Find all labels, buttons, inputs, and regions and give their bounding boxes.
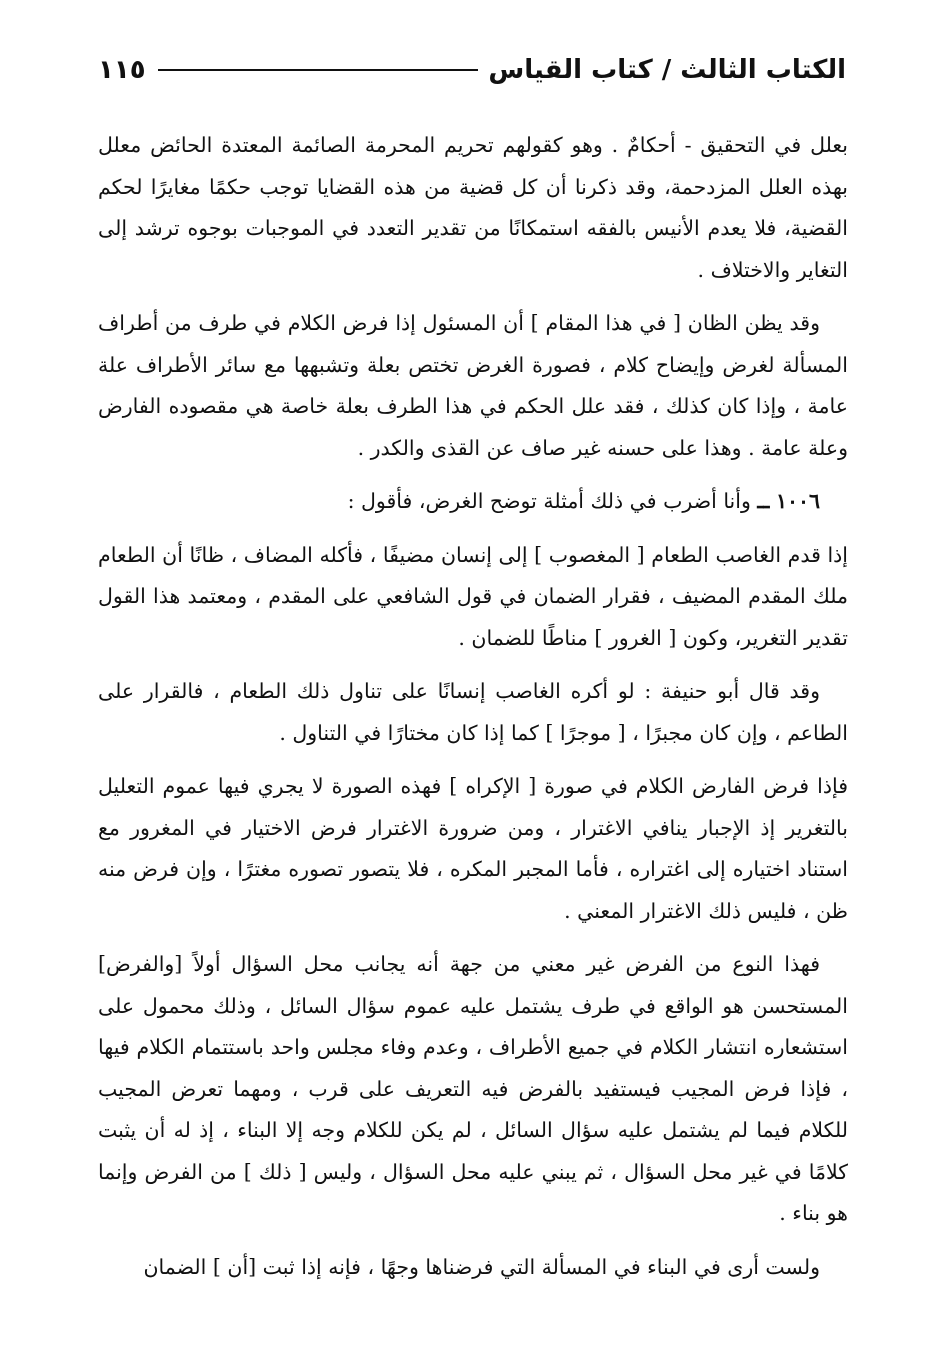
paragraph: فهذا النوع من الفرض غير معني من جهة أنه يجانب محل السؤال أولاً [والفرض] المستحسن هو الواقع في طرف يشتمل عليه عموم سؤال السائل ، وذلك محمول على استشعاره انتشار الكلام في جميع الأطراف ، وعدم وفاء مجلس واحد باستتمام الكلام فيها ، فإذا فرض المجيب فيستفيد بالفرض فيه التعريف على قرب ، ومهما تعرض المجيب للكلام فيما لم يشتمل عليه سؤال السائل ، لم يكن للكلام وجه إلا البناء ، إذ له أن يثبت كلامًا في غير محل السؤال ، ثم يبني عليه محل السؤال ، وليس [ ذلك ] من الفرض وإنما هو بناء .: [98, 952, 848, 1225]
paragraph: ولست أرى في البناء في المسألة التي فرضناها وجهًا ، فإنه إذا ثبت [أن ] الضمان: [143, 1254, 820, 1279]
header-rule: [158, 69, 479, 71]
page-header: [98, 48, 846, 92]
paragraph: بعلل في التحقيق - أحكامٌ . وهو كقولهم تحريم المحرمة الصائمة المعتدة الحائض معلل بهذه العلل المزدحمة، وقد ذكرنا أن كل قضية من هذه القضايا توجب حكمًا مغايرًا لحكم القضية، فلا يعدم الأنيس بالفقه استمكانًا من تقدير التعدد في الموجبات بوجوه ترشد إلى التغاير والاختلاف .: [98, 133, 848, 282]
paragraph: إذا قدم الغاصب الطعام [ المغصوب ] إلى إنسان مضيفًا ، فأكله المضاف ، ظانًا أن الطعام ملك المقدم المضيف ، فقرار الضمان في قول الشافعي على المقدم ، ومعتمد هذا القول تقدير التغرير، وكون [ الغرور ] مناطًا للضمان .: [98, 542, 848, 650]
page-body: [98, 125, 848, 1300]
section-heading: [98, 481, 848, 523]
section-text: وأنا أضرب في ذلك أمثلة توضح الغرض، فأقول :: [347, 489, 751, 513]
paragraph: وقد يظن الظان [ في هذا المقام ] أن المسئول إذا فرض الكلام في طرف من أطراف المسألة لغرض وإيضاح كلام ، فصورة الغرض تختص بعلة وتشبهها مع سائر الأطراف علة عامة ، وإذا كان كذلك ، فقد علل الحكم في هذا الطرف بعلة خاصة هي مقصوده الفارض وعلة عامة . وهذا على حسنه غير صاف عن القذى والكدر .: [98, 311, 848, 460]
running-title: الكتاب الثالث / كتاب القياس: [488, 55, 846, 85]
paragraph: فإذا فرض الفارض الكلام في صورة [ الإكراه ] فهذه الصورة لا يجري فيها عموم التعليل بالتغرير إذ الإجبار ينافي الاغترار ، ومن ضرورة الاغترار فرض الاختيار في المغرور مع استناد اختياره إلى اغتراره ، فأما المجبر المكره ، فلا يتصور تصوره مغترًا ، وإن فرض منه ظن ، فليس ذلك الاغترار المعني .: [98, 774, 848, 923]
section-dash: ــ: [757, 489, 770, 513]
section-number: ١٠٠٦: [775, 489, 820, 513]
paragraph: وقد قال أبو حنيفة : لو أكره الغاصب إنسانًا على تناول ذلك الطعام ، فالقرار على الطاعم ، وإن كان مجبرًا ، [ موجرًا ] كما إذا كان مختارًا في التناول .: [98, 679, 848, 745]
page-number: ١١٥: [98, 55, 146, 85]
